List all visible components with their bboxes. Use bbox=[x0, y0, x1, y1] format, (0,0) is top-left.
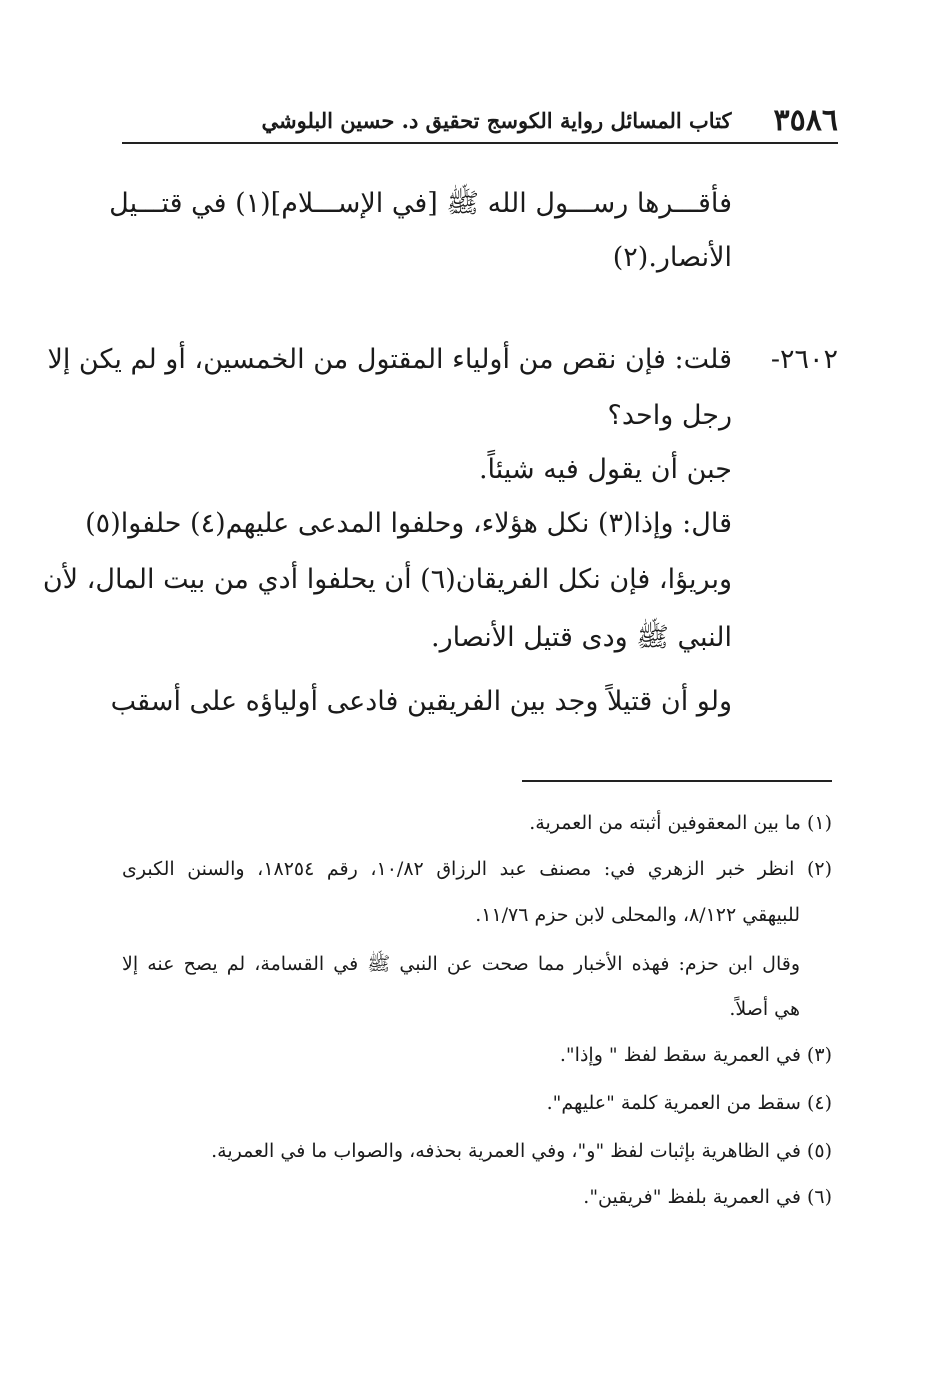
body-line-5: جبن أن يقول فيه شيئاً. bbox=[478, 454, 732, 485]
footnote-2-line-4: هي أصلاً. bbox=[729, 998, 800, 1020]
footnote-separator bbox=[522, 780, 832, 782]
body-line-6: قال: وإذا(٣) نكل هؤلاء، وحلفوا المدعى عليهم(٤) حلفوا(٥) bbox=[85, 508, 732, 539]
item-number: ٢٦٠٢- bbox=[770, 344, 838, 375]
footnote-2-line-3: وقال ابن حزم: فهذه الأخبار مما صحت عن النبي ﷺ في القسامة، لم يصح عنه إلا bbox=[122, 953, 800, 975]
running-title: كتاب المسائل رواية الكوسج تحقيق د. حسين البلوشي bbox=[261, 107, 732, 133]
body-line-8: النبي ﷺ ودى قتيل الأنصار. bbox=[431, 622, 732, 653]
body-line-9: ولو أن قتيلاً وجد بين الفريقين فادعى أولياؤه على أسقب bbox=[110, 686, 732, 717]
footnote-5: (٥) في الظاهرية بإثبات لفظ "و"، وفي العمرية بحذفه، والصواب ما في العمرية. bbox=[211, 1140, 832, 1162]
body-line-1: فأقـــرها رســـول الله ﷺ [في الإســـلام](١) في قتـــيل bbox=[109, 188, 732, 219]
body-line-4: رجل واحد؟ bbox=[607, 400, 732, 431]
body-line-3: قلت: فإن نقص من أولياء المقتول من الخمسين، أو لم يكن إلا bbox=[47, 344, 732, 375]
page-header bbox=[122, 98, 838, 144]
footnote-3: (٣) في العمرية سقط لفظ " وإذا". bbox=[559, 1044, 832, 1066]
footnote-4: (٤) سقط من العمرية كلمة "عليهم". bbox=[546, 1092, 832, 1114]
body-line-2: الأنصار.(٢) bbox=[612, 242, 732, 273]
footnote-2-line-2: للبيهقي ٨/١٢٢، والمحلى لابن حزم ١١/٧٦. bbox=[475, 904, 800, 926]
page-number: ٣٥٨٦ bbox=[773, 102, 838, 138]
footnote-1: (١) ما بين المعقوفين أثبته من العمرية. bbox=[529, 812, 832, 834]
body-line-7: وبريؤا، فإن نكل الفريقان(٦) أن يحلفوا أدي من بيت المال، لأن bbox=[42, 564, 732, 595]
footnote-6: (٦) في العمرية بلفظ "فريقين". bbox=[583, 1186, 832, 1208]
footnote-2-line-1: (٢) انظر خبر الزهري في: مصنف عبد الرزاق ١٠/٨٢، رقم ١٨٢٥٤، والسنن الكبرى bbox=[122, 858, 833, 880]
